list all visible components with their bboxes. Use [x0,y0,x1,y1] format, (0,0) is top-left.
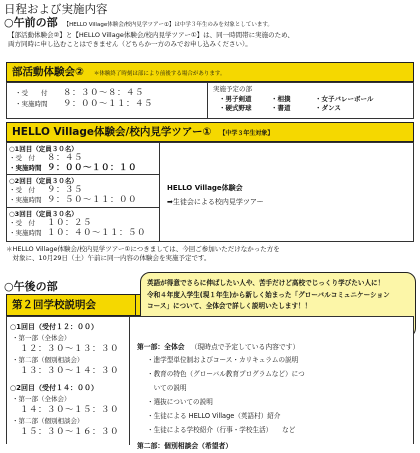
first-part-item: ・生徒による学校紹介（行事・学校生活） など [147,426,296,434]
briefing-time: １２：３０～１３：３０ [20,344,120,354]
first-part-item: ・教育の特色（グローバル教育プログラムなど）につ [147,370,305,378]
session-time: ９：００～１１：４５ [63,99,154,109]
briefing-session [10,383,119,438]
first-part-item: ・進学型単位制およびコース・カリキュラムの説明 [147,356,299,364]
afternoon-heading: ○午後の部 [4,280,58,293]
time-label: ・実施時間 [9,163,42,172]
club-item: ・相撲 [271,94,291,103]
briefing-part-label: ・第一部（全体会） [12,334,71,342]
briefing-part-label: ・第二部（個別相談会） [12,417,84,425]
briefing-content [137,341,409,453]
morning-heading-text: ○午前の部 [4,16,58,29]
hello-village-activity: HELLO Village体験会 [167,184,243,192]
session-block [9,144,137,173]
briefing-time: １５：３０～１６：３０ [20,427,120,437]
club-list [213,85,373,114]
row-divider [7,174,159,175]
notice-line: 【部活動体験会②】と【HELLO Village体験会/校内見学ツアー①】は、同一時間帯に実施のため、 [8,31,294,39]
club-list-heading: 実施予定の部 [213,85,252,93]
school-briefing-bar [6,294,136,316]
club-item: ・書道 [271,104,291,112]
session-block [9,176,137,205]
first-part-item: いての説明 [147,384,187,392]
briefing-part-label: ・第一部（全体会） [12,395,71,403]
reception-time: ８：４５ [47,153,84,163]
first-part-item: ・選抜についての説明 [147,398,213,406]
first-part-heading [137,341,409,353]
club-item: ・硬式野球 [219,104,252,112]
time-label: ・実施時間 [9,228,42,237]
hello-village-tag: 【中学３年生対象】 [219,130,274,137]
reception-time: ９：３５ [47,185,84,195]
hello-village-box [6,142,414,242]
first-part-note: （現時点で予定している内容です） [190,343,300,351]
time-label: ・実施時間 [9,195,42,204]
club-item: ・女子バレーボール [315,94,374,103]
hello-village-content [167,181,264,209]
hello-village-title: HELLO Village体験会/校内見学ツアー① [12,126,212,138]
reception-label: ・受 付 [15,89,48,97]
club-experience-bar [6,62,414,82]
session-head: ○2回目（定員３０名） [9,177,78,185]
callout-line: コース」について、全体会で詳しく説明いたします！！ [147,302,312,310]
footnote-line: ＊HELLO Village体験会/校内見学ツアー①につきましては、今回ご参加いただけなかった方を [6,245,280,253]
first-part-item: ・生徒による HELLO Village（英語村）紹介 [147,412,281,420]
first-part-title: 第一部：全体会 [137,343,185,351]
club-item: ・男子剣道 [219,94,252,103]
club-item: ・ダンス [315,104,341,112]
callout-line: 英語が得意でさらに伸ばしたい人や、苦手だけど高校でじっくり学びたい人に！ [147,279,385,287]
reception-label: ・受 付 [9,186,35,194]
footnote-line: 対象に、10月29日（土）午前に同一内容の体験会を実施予定です。 [6,254,211,262]
morning-note: 【HELLO Village体験会/校内見学ツアー①】は中学３年生のみを対象としています。 [63,22,273,28]
notice-line: 両方同時に申し込むことはできません（どちらか一方のみでお申し込みください）。 [8,40,252,48]
session-head: ○3回目（定員３０名） [9,210,78,218]
session-column [7,143,160,241]
session-time: ９：００～１０：１０ [47,162,138,173]
reception-label: ・受 付 [9,219,35,227]
reception-time: ８：３０～８：４５ [63,88,145,98]
briefing-session-head: ○2回目（受付１４：００） [10,384,98,392]
morning-heading [4,14,273,30]
morning-notice [8,31,418,49]
callout-line: 令和４年度入学生(現１年生)から新しく始まった「グローバルコミュニケーション [147,290,390,299]
session-head: ○1回目（定員３０名） [9,145,78,153]
club-experience-box [6,82,414,119]
briefing-time: １３：３０～１４：３０ [20,366,120,376]
row-divider [7,207,159,208]
club-experience-note: ＊体験終了時刻は部により前後する場合があります。 [93,71,226,77]
club-experience-title: 部活動体験会② [12,66,84,78]
briefing-time: １４：３０～１５：３０ [20,405,120,415]
reception-label: ・受 付 [9,154,35,162]
session-time: ９：５０～１１：００ [47,194,138,205]
briefing-session-head: ○1回目（受付１２：００） [10,323,98,331]
second-part-heading: 第二部：個別相談会（希望者） [137,442,233,450]
school-tour-activity: ➡生徒会による校内見学ツアー [167,198,264,206]
session-time: １０：４０～１１：５０ [47,227,147,238]
first-part-list [137,353,409,437]
session-block [9,209,146,238]
column-divider [207,83,208,118]
time-label: ・実施時間 [15,100,48,108]
reception-time: １０：２５ [47,218,93,228]
school-briefing-title: 第２回学校説明会 [12,299,96,311]
school-briefing-box [6,316,414,450]
briefing-session [10,322,119,377]
hello-village-bar [6,122,414,142]
page-title: 日程および実施内容 [4,2,108,16]
briefing-part-label: ・第二部（個別相談会） [12,356,84,364]
morning-footnote [6,245,418,263]
briefing-session-column [7,317,130,445]
